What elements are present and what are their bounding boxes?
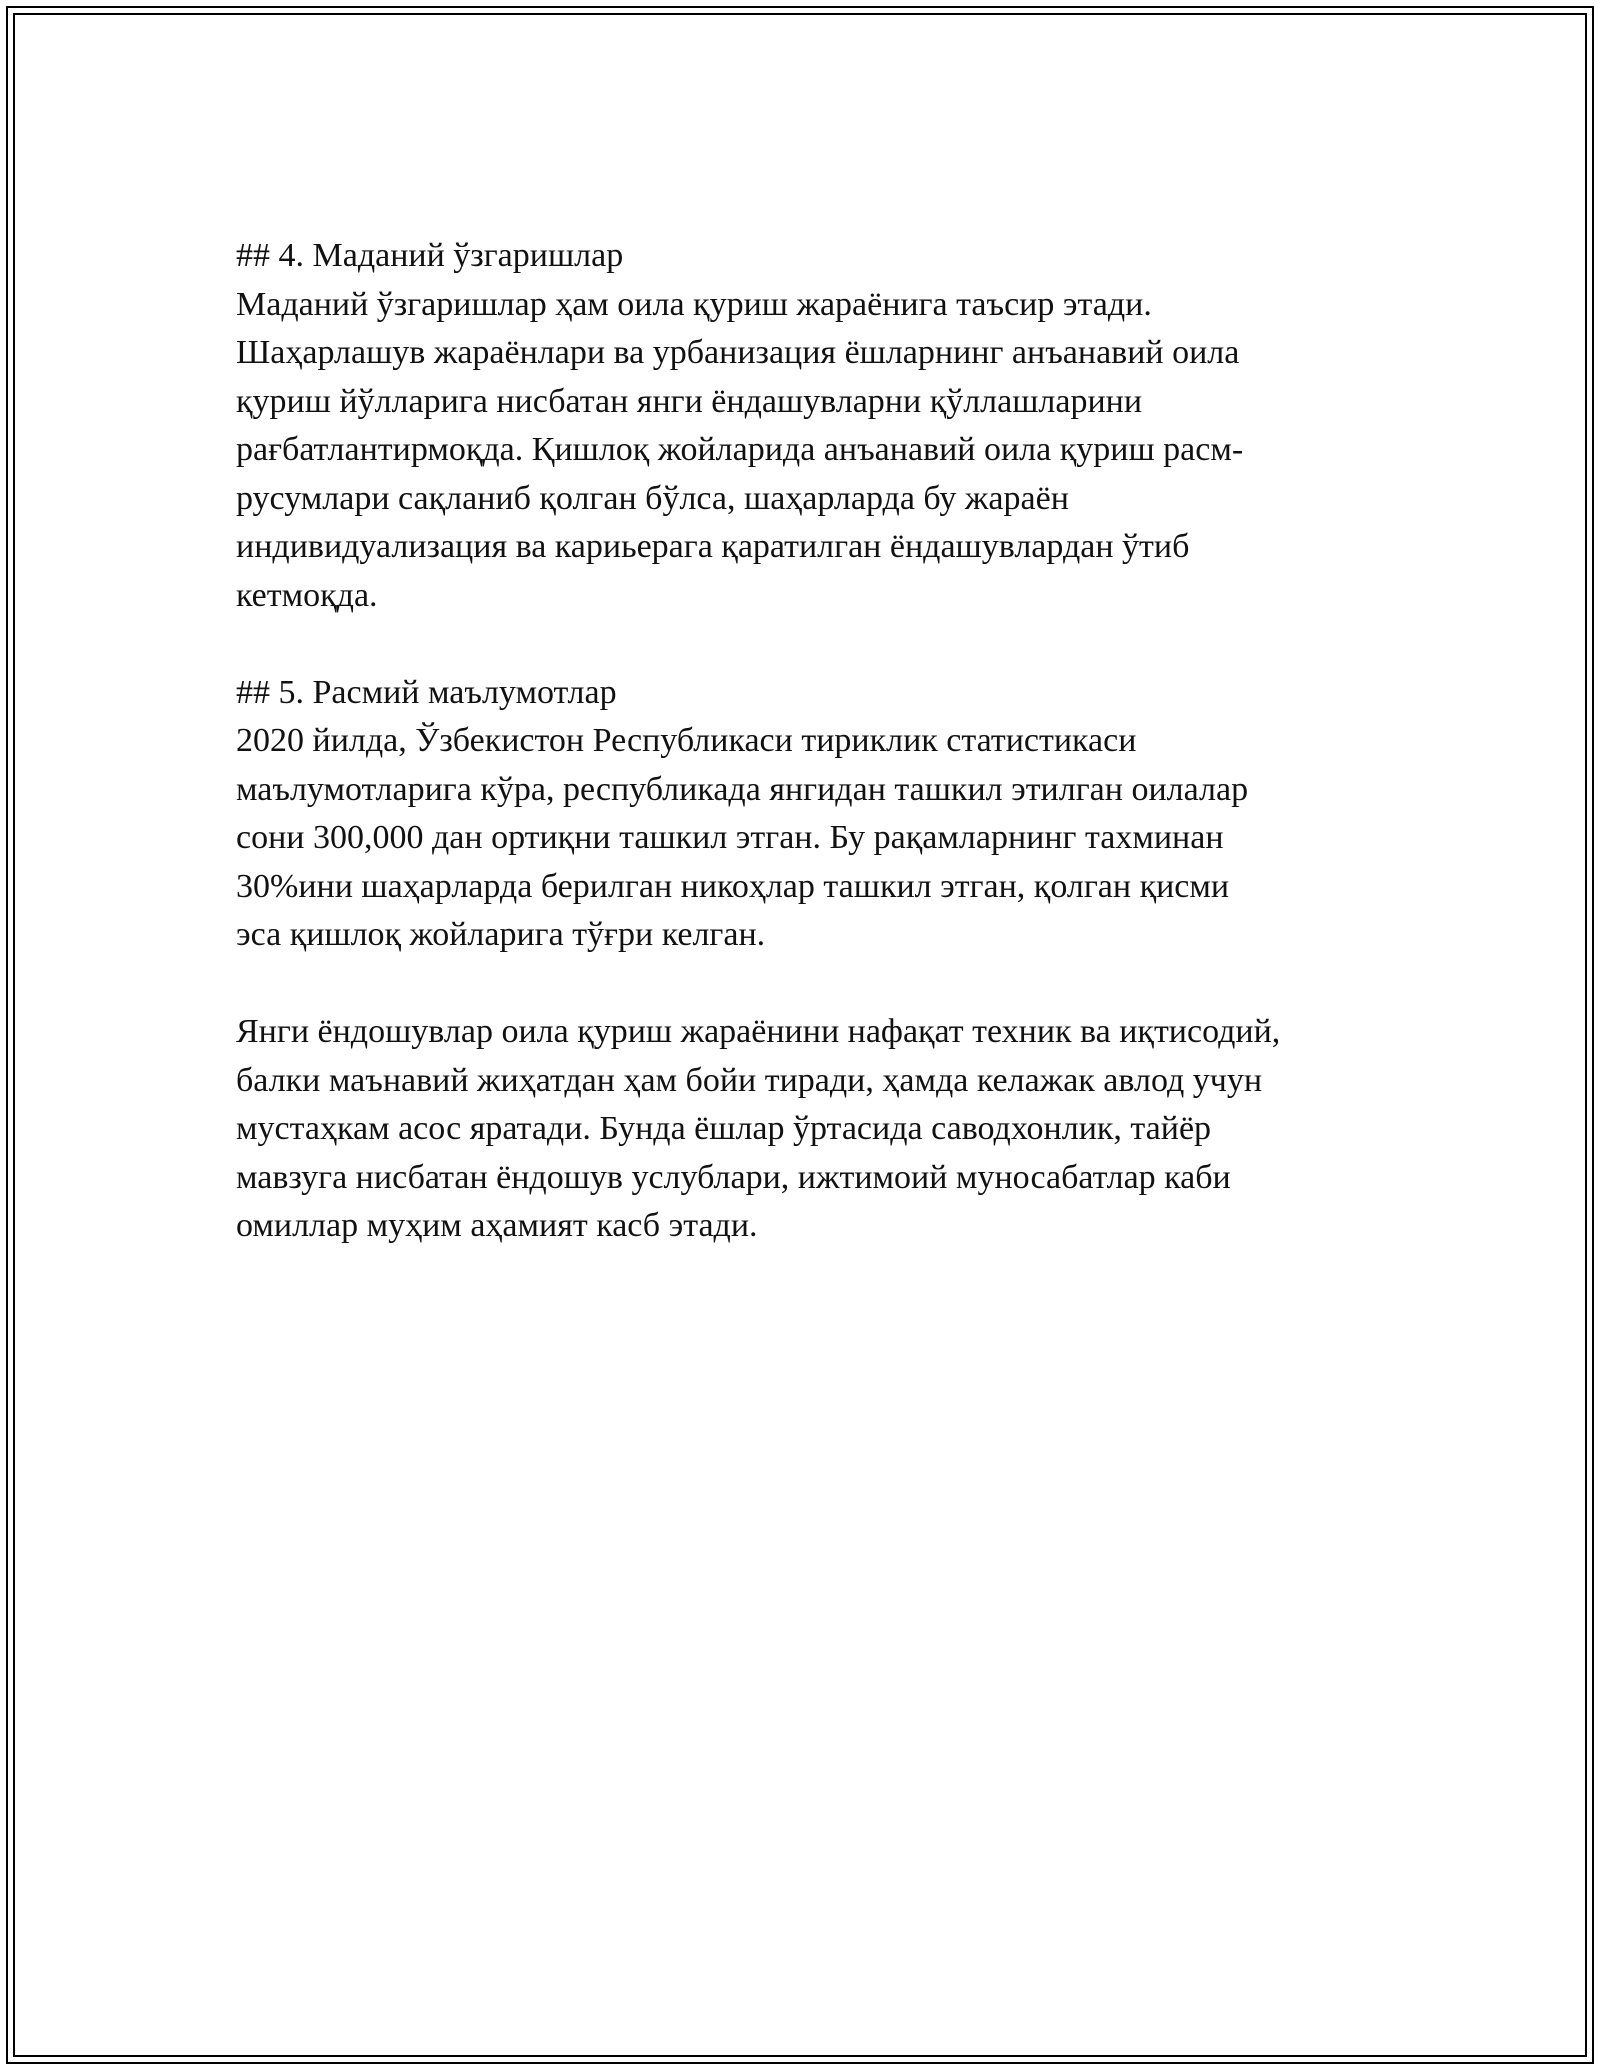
section-cultural-changes [236,232,1386,620]
paragraph-spacer [236,620,1386,669]
section-paragraph [236,717,1386,960]
paragraph-line: мустаҳкам асос яратади. Бунда ёшлар ўртасида саводхонлик, тайёр [236,1110,1212,1147]
paragraph-line: Маданий ўзгаришлар ҳам оила қуриш жараёнига таъсир этади. [236,285,1152,323]
paragraph-spacer [236,960,1386,1009]
document-body [236,232,1386,1251]
paragraph-line: маълумотларига кўра, республикада янгидан ташкил этилган оилалар [236,770,1249,808]
paragraph-line: Шаҳарлашув жараёнлари ва урбанизация ёшларнинг анъанавий оила [236,334,1240,371]
section-paragraph [236,281,1386,621]
paragraph-line: эса қишлоқ жойларига тўғри келган. [236,916,766,953]
closing-paragraph [236,1008,1386,1251]
paragraph-line: балки маънавий жиҳатдан ҳам бойи тиради, ҳамда келажак авлод учун [236,1061,1263,1099]
paragraph-line: кетмоқда. [236,576,378,614]
paragraph-line: Янги ёндошувлар оила қуриш жараёнини нафақат техник ва иқтисодий, [236,1013,1281,1050]
paragraph-line: сони 300,000 дан ортиқни ташкил этган. Бу рақамларнинг тахминан [236,819,1224,856]
section-heading: ## 5. Расмий маълумотлар [236,673,617,711]
paragraph-line: 2020 йилда, Ўзбекистон Республикаси тириклик статистикаси [236,722,1137,759]
paragraph-line: мавзуга нисбатан ёндошув услублари, ижтимоий муносабатлар каби [236,1158,1231,1196]
paragraph-line: рағбатлантирмоқда. Қишлоқ жойларида анъанавий оила қуриш расм- [236,431,1244,468]
section-official-data [236,669,1386,960]
paragraph-line: русумлари сақланиб қолган бўлса, шаҳарларда бу жараён [236,479,1069,517]
section-heading: ## 4. Маданий ўзгаришлар [236,237,624,274]
paragraph-line: индивидуализация ва кариьерага қаратилган ёндашувлардан ўтиб [236,528,1190,565]
paragraph-line: 30%ини шаҳарларда берилган никоҳлар ташкил этган, қолган қисми [236,867,1230,905]
paragraph-line: қуриш йўлларига нисбатан янги ёндашувларни қўллашларини [236,382,1143,420]
paragraph-line: омиллар муҳим аҳамият касб этади. [236,1207,758,1244]
